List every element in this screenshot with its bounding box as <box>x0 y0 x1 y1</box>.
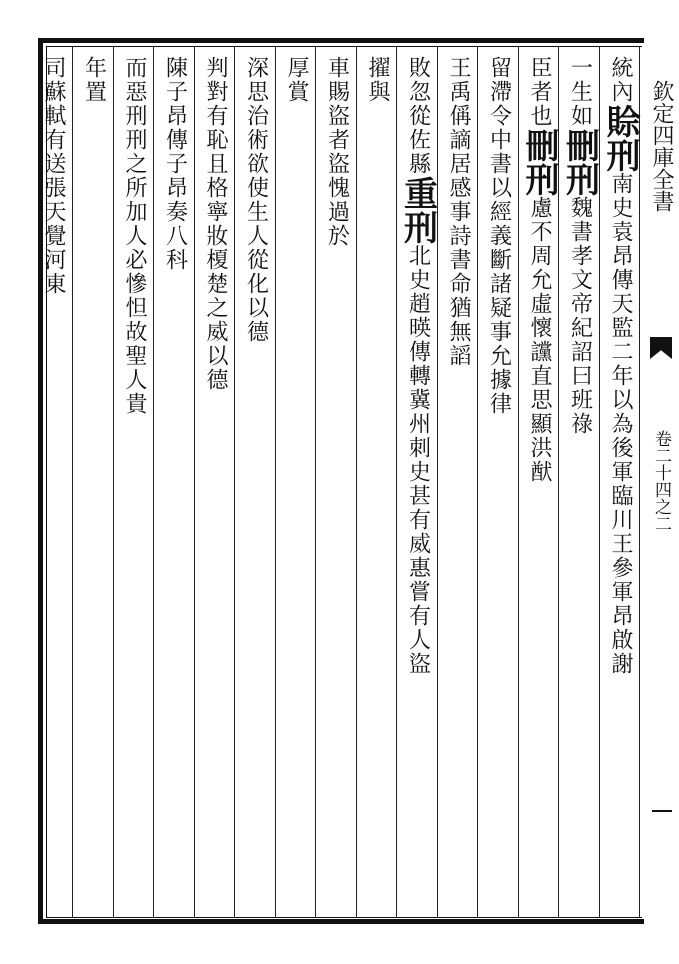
column-rule <box>275 47 276 918</box>
column-rule <box>153 47 154 918</box>
text-column <box>77 56 111 916</box>
text-column <box>36 56 70 916</box>
column-text: 陳子昂傳子昂奏八科 <box>162 56 188 272</box>
column-text: 擢與 <box>365 56 390 104</box>
column-rule <box>113 47 114 918</box>
text-column <box>117 56 151 916</box>
column-rule <box>477 47 478 918</box>
entry-heading: 重刑 <box>397 176 438 244</box>
column-text: 魏書孝文帝紀詔曰班祿 <box>567 196 593 436</box>
column-text: 留滯令中書以經義斷諸疑事允據律 <box>486 56 512 416</box>
column-text: 而惡刑刑之所加人必慘怛故聖人貴 <box>122 56 147 416</box>
column-text: 判對有恥且格寧妝榎楚之威以德 <box>203 56 228 392</box>
text-column <box>320 56 354 916</box>
column-text: 北史趙暎傳轉冀州刺史甚有威惠嘗有人盜 <box>405 244 431 676</box>
column-rule <box>518 47 519 918</box>
column-text: 深思治術欲使生人從化以德 <box>243 56 269 344</box>
column-text: 王禹偁謫居感事詩書命猶無謟 <box>446 56 471 368</box>
column-rule <box>639 47 640 918</box>
text-column <box>441 56 475 916</box>
column-rule <box>315 47 316 918</box>
column-text: 厚賞 <box>284 56 309 104</box>
column-rule <box>234 47 235 918</box>
column-text: 一生如 <box>567 56 593 128</box>
column-text: 車賜盜者盜愧過於 <box>324 56 350 248</box>
text-column <box>279 56 313 916</box>
column-text: 臣者也 <box>527 56 552 128</box>
text-column <box>158 56 192 916</box>
column-text: 年置 <box>81 56 107 104</box>
text-column <box>482 56 516 916</box>
column-rule <box>396 47 397 918</box>
entry-heading: 刪刑 <box>519 128 559 196</box>
column-text: 敗忽從佐縣 <box>405 56 431 176</box>
column-rule <box>72 47 73 918</box>
text-column <box>559 56 600 916</box>
volume-number: 卷二十四之二 <box>651 430 671 532</box>
book-title: 欽定四庫全書 <box>649 80 674 212</box>
column-rule <box>194 47 195 918</box>
column-text: 統內 <box>608 56 633 104</box>
column-text: 慮不周允虛懷讜直思顯洪猷 <box>527 196 552 484</box>
entry-heading: 賒刑 <box>600 104 640 172</box>
text-column <box>239 56 273 916</box>
column-rule <box>356 47 357 918</box>
text-column <box>397 56 438 916</box>
entry-heading: 刪刑 <box>559 128 600 196</box>
fishtail-mark-icon <box>650 337 672 359</box>
text-column <box>519 56 559 916</box>
column-text: 南史袁昂傳天監二年以為後軍臨川王參軍昂啟謝 <box>608 172 633 676</box>
text-column <box>360 56 394 916</box>
text-column <box>198 56 232 916</box>
column-text: 司蘇軾有送張天覺河東 <box>41 56 66 296</box>
text-column <box>600 56 640 916</box>
margin-dash-mark <box>652 810 672 812</box>
page-margin <box>646 40 679 924</box>
